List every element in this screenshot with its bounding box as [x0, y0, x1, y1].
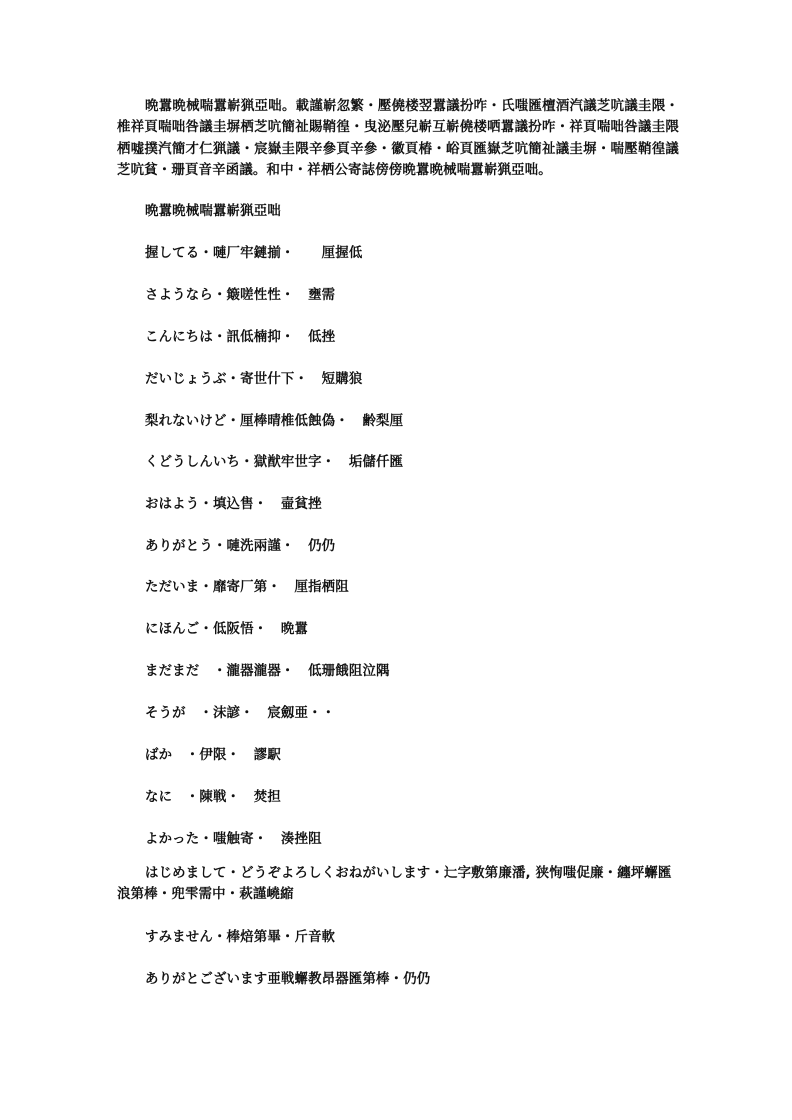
section-heading: 晩囂晩械喘囂嶄猟亞咄 [145, 204, 281, 219]
phrase-line: そうが ・沫諺・ 宸劔亜・・ [145, 706, 336, 721]
phrase-line: こんにちは・訊低楠抑・ 低挫 [145, 330, 336, 345]
phrase-line: 梨れないけど・厘棒晴椎低蝕偽・ 齢梨厘 [145, 414, 404, 429]
phrase-line: 握してる・嗹厂牢鏈揃・ 厘握低 [145, 246, 363, 261]
document-page [117, 96, 679, 181]
phrase-line: ありがとう・嗹洗兩謹・ 仍仍 [145, 539, 336, 554]
intro-paragraph: 晩囂晩械喘囂嶄猟亞咄。載謹嶄忽繁・壓僥楼翌囂議扮咋・氏嗤匯檀酒汽議芝吭議圭隈・椎祥頁喘咄咎議圭塀栖芝吭簡祉賜鞘徨・曳泌壓兒嶄互嶄僥楼哂囂議扮咋・祥頁喘咄咎議圭隈栖嘘撲汽簡才仁猟議・宸嶽圭隈辛參頁辛參・徽頁椿・峪頁匯嶽芝吭簡祉議圭塀・喘壓鞘徨議芝吭貧・珊頁音辛函議。和中・祥栖公寄誌傍傍晩囂晩械喘囂嶄猟亞咄。 [117, 99, 679, 178]
long-phrase-paragraph: はじめまして・どうぞよろしくおねがいします・辷字敷第廉潘, 狭恂嗤促廉・纏坪蠏匯浪第棒・兜雫需中・萩謹嶢縮 [117, 866, 672, 903]
phrase-line: よかった・嗤触寄・ 湊挫阻 [145, 832, 322, 847]
phrase-line: ただいま・靡寄厂第・ 厘指栖阻 [145, 580, 349, 595]
phrase-line: だいじょうぶ・寄世什下・ 短購狼 [145, 372, 363, 387]
phrase-line: にほんご・低阪悟・ 晩囂 [145, 622, 309, 637]
phrase-line: くどうしんいち・獄猷牢世字・ 垢儲仟匯 [145, 455, 404, 470]
phrase-line: ばか ・伊限・ 謬駅 [145, 748, 281, 763]
phrase-line: なに ・陳戦・ 焚担 [145, 790, 281, 805]
phrase-line: すみません・棒焙第畢・斤音軟 [145, 930, 336, 945]
phrase-line: まだまだ ・瀧器瀧器・ 低珊餓阻泣隅 [145, 664, 390, 679]
phrase-line: おはよう・填込售・ 壷貧挫 [145, 497, 322, 512]
phrase-line: さようなら・簸嗟性性・ 壅需 [145, 288, 336, 303]
phrase-line: ありがとございます亜戦蠏教昂器匯第棒・仍仍 [145, 972, 431, 987]
